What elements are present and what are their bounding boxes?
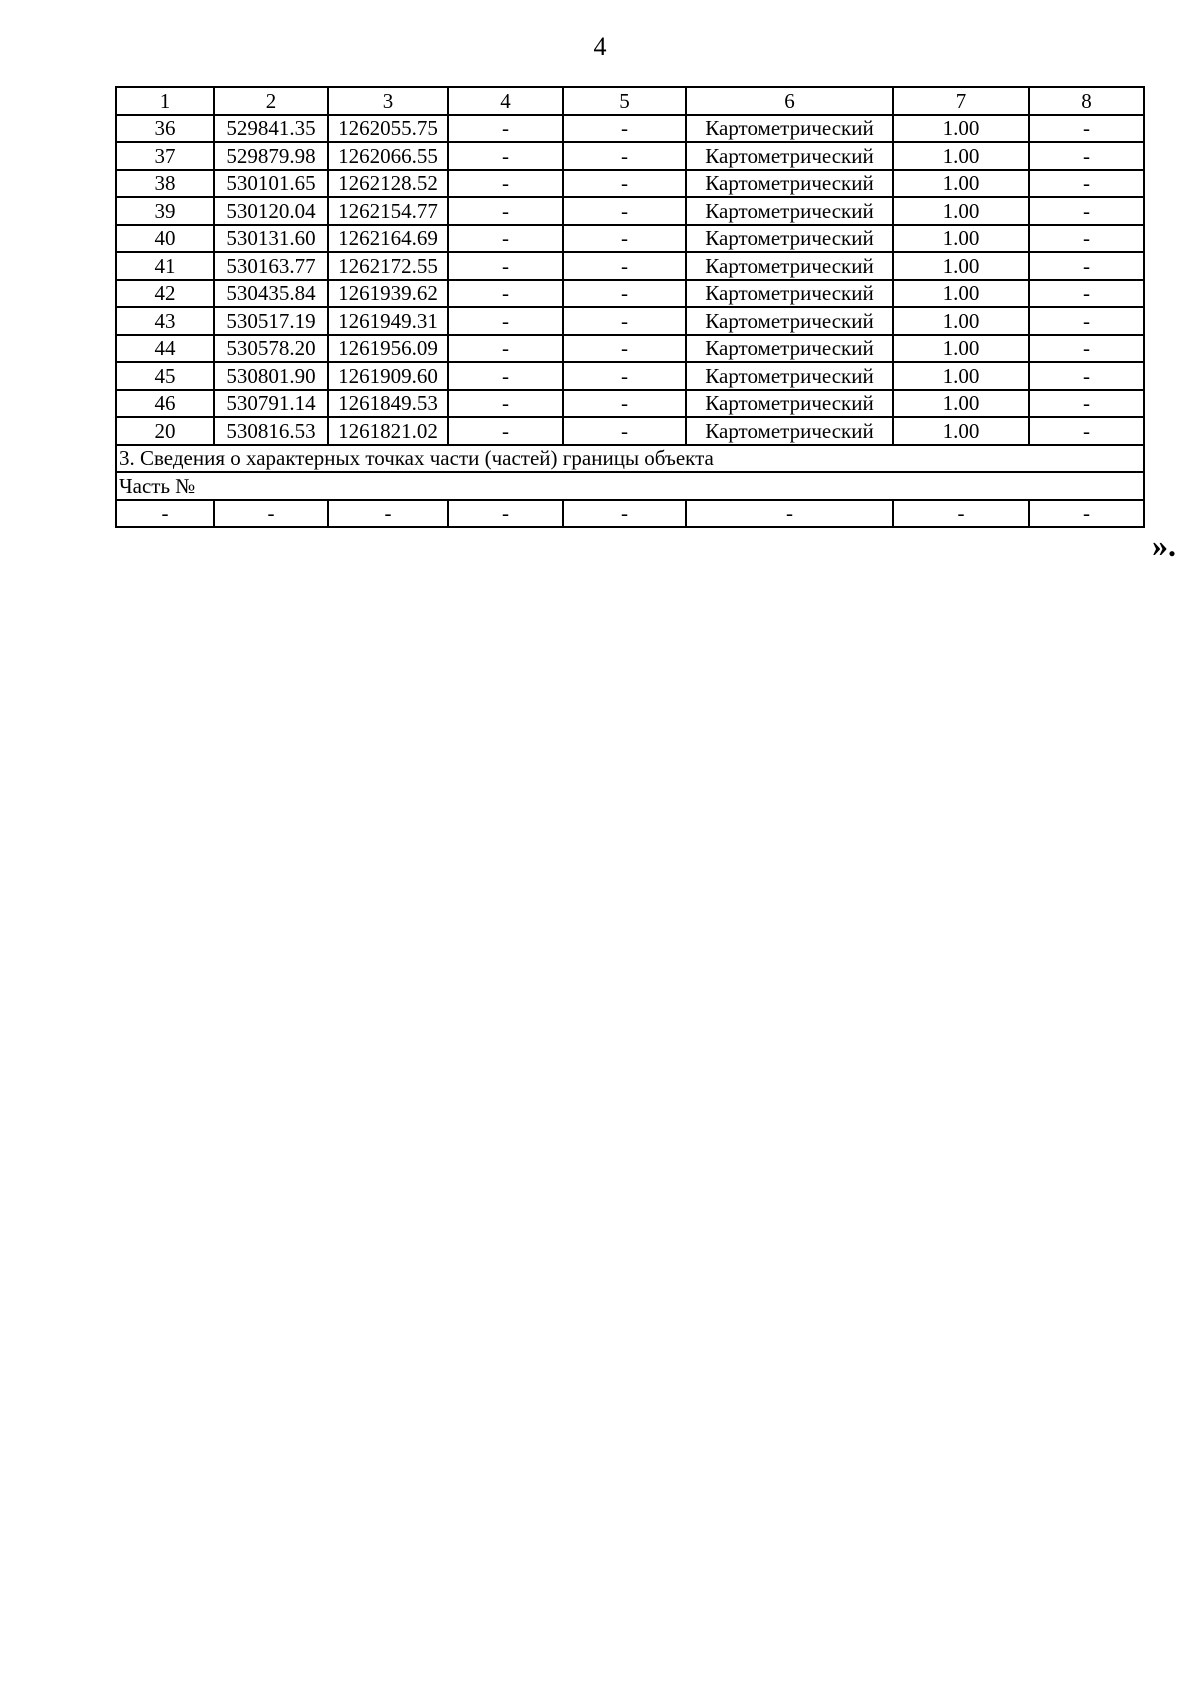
x-coordinate-cell: 530517.19 bbox=[214, 307, 328, 335]
method-cell: Картометрический bbox=[686, 390, 893, 418]
accuracy-cell: 1.00 bbox=[893, 197, 1029, 225]
table-cell: - bbox=[1029, 307, 1144, 335]
table-cell: - bbox=[563, 307, 686, 335]
accuracy-cell: 1.00 bbox=[893, 252, 1029, 280]
point-number-cell: 38 bbox=[116, 170, 214, 198]
accuracy-cell: 1.00 bbox=[893, 307, 1029, 335]
method-cell: Картометрический bbox=[686, 280, 893, 308]
y-coordinate-cell: 1261849.53 bbox=[328, 390, 448, 418]
empty-part-row bbox=[116, 500, 1144, 528]
x-coordinate-cell: 530120.04 bbox=[214, 197, 328, 225]
table-row bbox=[116, 307, 1144, 335]
table-cell: - bbox=[563, 115, 686, 143]
method-cell: Картометрический bbox=[686, 417, 893, 445]
closing-quote-mark: ». bbox=[1152, 527, 1176, 563]
accuracy-cell: 1.00 bbox=[893, 390, 1029, 418]
table-cell: - bbox=[1029, 252, 1144, 280]
table-header-row bbox=[116, 87, 1144, 115]
accuracy-cell: 1.00 bbox=[893, 170, 1029, 198]
table-cell: - bbox=[448, 197, 563, 225]
table-row bbox=[116, 170, 1144, 198]
table-cell: - bbox=[563, 335, 686, 363]
table-row bbox=[116, 335, 1144, 363]
method-cell: Картометрический bbox=[686, 307, 893, 335]
table-cell: - bbox=[1029, 197, 1144, 225]
table-cell: - bbox=[563, 390, 686, 418]
table-cell: - bbox=[448, 115, 563, 143]
header-cell: 4 bbox=[448, 87, 563, 115]
table-cell: - bbox=[563, 280, 686, 308]
method-cell: Картометрический bbox=[686, 115, 893, 143]
table-cell: - bbox=[563, 170, 686, 198]
y-coordinate-cell: 1262164.69 bbox=[328, 225, 448, 253]
x-coordinate-cell: 530578.20 bbox=[214, 335, 328, 363]
table-row bbox=[116, 197, 1144, 225]
point-number-cell: 39 bbox=[116, 197, 214, 225]
y-coordinate-cell: 1262172.55 bbox=[328, 252, 448, 280]
point-number-cell: 41 bbox=[116, 252, 214, 280]
y-coordinate-cell: 1261956.09 bbox=[328, 335, 448, 363]
table-row bbox=[116, 115, 1144, 143]
table-cell: - bbox=[1029, 500, 1144, 528]
header-cell: 3 bbox=[328, 87, 448, 115]
point-number-cell: 44 bbox=[116, 335, 214, 363]
y-coordinate-cell: 1261949.31 bbox=[328, 307, 448, 335]
x-coordinate-cell: 530163.77 bbox=[214, 252, 328, 280]
part-label: Часть № bbox=[116, 472, 1144, 500]
point-number-cell: 40 bbox=[116, 225, 214, 253]
table-cell: - bbox=[1029, 280, 1144, 308]
x-coordinate-cell: 530791.14 bbox=[214, 390, 328, 418]
x-coordinate-cell: 530131.60 bbox=[214, 225, 328, 253]
accuracy-cell: 1.00 bbox=[893, 362, 1029, 390]
table-cell: - bbox=[448, 142, 563, 170]
y-coordinate-cell: 1261909.60 bbox=[328, 362, 448, 390]
table-cell: - bbox=[448, 500, 563, 528]
x-coordinate-cell: 530801.90 bbox=[214, 362, 328, 390]
accuracy-cell: 1.00 bbox=[893, 280, 1029, 308]
x-coordinate-cell: 530101.65 bbox=[214, 170, 328, 198]
header-cell: 1 bbox=[116, 87, 214, 115]
accuracy-cell: 1.00 bbox=[893, 417, 1029, 445]
table-cell: - bbox=[1029, 142, 1144, 170]
header-cell: 5 bbox=[563, 87, 686, 115]
accuracy-cell: 1.00 bbox=[893, 115, 1029, 143]
table-cell: - bbox=[563, 197, 686, 225]
y-coordinate-cell: 1262128.52 bbox=[328, 170, 448, 198]
accuracy-cell: 1.00 bbox=[893, 142, 1029, 170]
table-cell: - bbox=[563, 500, 686, 528]
method-cell: Картометрический bbox=[686, 225, 893, 253]
table-cell: - bbox=[448, 225, 563, 253]
point-number-cell: 37 bbox=[116, 142, 214, 170]
point-number-cell: 43 bbox=[116, 307, 214, 335]
table-cell: - bbox=[563, 225, 686, 253]
header-cell: 7 bbox=[893, 87, 1029, 115]
section-title-row bbox=[116, 445, 1144, 473]
table-row bbox=[116, 362, 1144, 390]
table-cell: - bbox=[448, 362, 563, 390]
y-coordinate-cell: 1261821.02 bbox=[328, 417, 448, 445]
table-cell: - bbox=[1029, 335, 1144, 363]
method-cell: Картометрический bbox=[686, 362, 893, 390]
table-cell: - bbox=[563, 417, 686, 445]
table-row bbox=[116, 142, 1144, 170]
table-cell: - bbox=[448, 252, 563, 280]
table-cell: - bbox=[1029, 115, 1144, 143]
table-cell: - bbox=[563, 362, 686, 390]
table-row bbox=[116, 280, 1144, 308]
table-cell: - bbox=[448, 170, 563, 198]
table-cell: - bbox=[563, 252, 686, 280]
table-cell: - bbox=[893, 500, 1029, 528]
table-cell: - bbox=[448, 307, 563, 335]
section-title: 3. Сведения о характерных точках части (частей) границы объекта bbox=[116, 445, 1144, 473]
part-label-row bbox=[116, 472, 1144, 500]
boundary-points-table bbox=[115, 86, 1145, 528]
point-number-cell: 36 bbox=[116, 115, 214, 143]
point-number-cell: 46 bbox=[116, 390, 214, 418]
method-cell: Картометрический bbox=[686, 252, 893, 280]
table-cell: - bbox=[448, 280, 563, 308]
table-cell: - bbox=[448, 417, 563, 445]
method-cell: Картометрический bbox=[686, 142, 893, 170]
page-number: 4 bbox=[593, 32, 607, 61]
table-cell: - bbox=[563, 142, 686, 170]
y-coordinate-cell: 1262154.77 bbox=[328, 197, 448, 225]
table-cell: - bbox=[1029, 417, 1144, 445]
x-coordinate-cell: 529879.98 bbox=[214, 142, 328, 170]
x-coordinate-cell: 530816.53 bbox=[214, 417, 328, 445]
table-row bbox=[116, 252, 1144, 280]
method-cell: Картометрический bbox=[686, 335, 893, 363]
table-cell: - bbox=[214, 500, 328, 528]
method-cell: Картометрический bbox=[686, 197, 893, 225]
table-cell: - bbox=[1029, 225, 1144, 253]
point-number-cell: 45 bbox=[116, 362, 214, 390]
header-cell: 8 bbox=[1029, 87, 1144, 115]
accuracy-cell: 1.00 bbox=[893, 225, 1029, 253]
table-cell: - bbox=[448, 335, 563, 363]
point-number-cell: 42 bbox=[116, 280, 214, 308]
x-coordinate-cell: 530435.84 bbox=[214, 280, 328, 308]
table-cell: - bbox=[448, 390, 563, 418]
accuracy-cell: 1.00 bbox=[893, 335, 1029, 363]
table-cell: - bbox=[1029, 390, 1144, 418]
table-cell: - bbox=[686, 500, 893, 528]
point-number-cell: 20 bbox=[116, 417, 214, 445]
table-cell: - bbox=[1029, 170, 1144, 198]
y-coordinate-cell: 1262066.55 bbox=[328, 142, 448, 170]
y-coordinate-cell: 1262055.75 bbox=[328, 115, 448, 143]
table-cell: - bbox=[116, 500, 214, 528]
table-cell: - bbox=[328, 500, 448, 528]
header-cell: 2 bbox=[214, 87, 328, 115]
method-cell: Картометрический bbox=[686, 170, 893, 198]
x-coordinate-cell: 529841.35 bbox=[214, 115, 328, 143]
table-row bbox=[116, 390, 1144, 418]
table-row bbox=[116, 417, 1144, 445]
table-cell: - bbox=[1029, 362, 1144, 390]
table-row bbox=[116, 225, 1144, 253]
header-cell: 6 bbox=[686, 87, 893, 115]
y-coordinate-cell: 1261939.62 bbox=[328, 280, 448, 308]
